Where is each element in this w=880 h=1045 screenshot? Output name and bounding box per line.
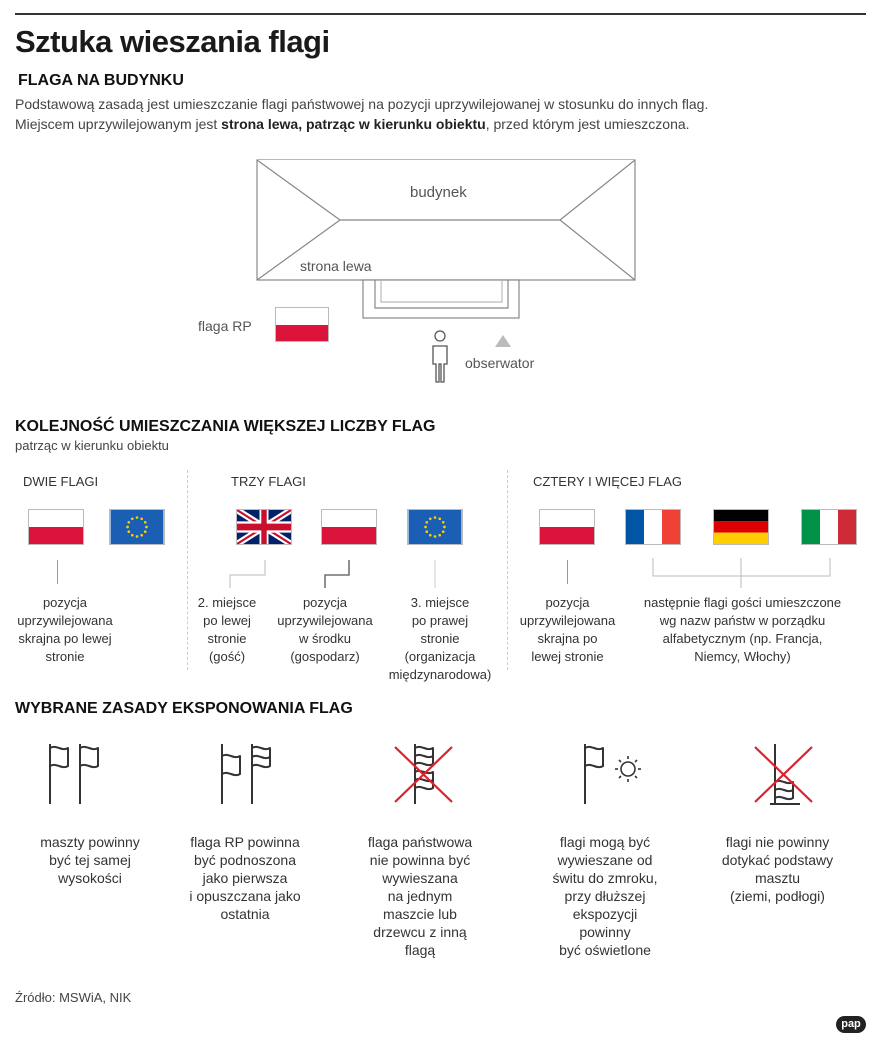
italy-flag [801,509,857,545]
left-side-label: strona lewa [300,258,372,274]
caption-four-left: pozycja uprzywilejowana skrajna po lewej stronie [519,595,616,664]
group-label-two: DWIE FLAGI [23,474,99,489]
raise-first-icon [212,742,292,807]
poland-flag [275,307,329,342]
poland-flag [321,509,377,545]
pap-logo: pap [836,1016,866,1033]
building-label: budynek [410,184,467,201]
page-title: Sztuka wieszania flagi [15,24,330,59]
rule-caption: flaga RP powinna być podnoszona jako pierwsza i opuszczana jako ostatnia [189,834,301,922]
poland-flag [539,509,595,545]
sun-flag-icon [575,742,655,807]
eu-flag [109,509,165,545]
top-rule [15,13,866,15]
section-heading-order: KOLEJNOŚĆ UMIESZCZANIA WIĘKSZEJ LICZBY FLAG [15,418,436,435]
section-intro [15,94,865,134]
direction-arrow [495,335,511,347]
caption-three-left: 2. miejsce po lewej stronie (gość) [197,595,257,664]
pointer-line [57,560,58,584]
building-entrance [363,280,519,318]
poland-flag [28,509,84,545]
flag-touch-ground-crossed-icon [750,742,820,807]
intro-line-1: Podstawową zasadą jest umieszczanie flagi państwowej na pozycji uprzywilejowanej w stosunku do innych flag. [15,96,709,112]
equal-masts-icon [40,742,120,807]
rule-caption: flaga państwowa nie powinna być wywieszana na jednym maszcie lub drzewcu z inną flagą [367,834,473,958]
guest-flags-bracket [640,558,850,594]
eu-flag [407,509,463,545]
rule-caption: flagi nie powinny dotykać podstawy masztu (ziemi, podłogi) [721,834,834,904]
caption-four-right: następnie flagi gości umieszczone wg nazw państw w porządku alfabetycznym (np. Francja, Niemcy, Włochy) [643,595,842,664]
caption-two-flags: pozycja uprzywilejowana skrajna po lewej stronie [17,595,113,664]
flag-rp-label: flaga RP [198,318,252,334]
caption-three-mid: pozycja uprzywilejowana w środku (gospodarz) [277,595,373,664]
group-label-three: TRZY FLAGI [231,474,306,489]
germany-flag [713,509,769,545]
section-heading-rules: WYBRANE ZASADY EKSPONOWANIA FLAG [15,700,353,717]
intro-line-2: Miejscem uprzywilejowanym jest strona lewa, patrząc w kierunku obiektu, przed którym jest umieszczona. [15,116,690,132]
caption-three-right: 3. miejsce po prawej stronie (organizacja międzynarodowa) [388,595,492,682]
pointer-line [567,560,568,584]
section-heading-building: FLAGA NA BUDYNKU [18,72,184,89]
three-flags-connectors [225,560,465,590]
one-mast-crossed-icon [390,742,460,807]
uk-flag [236,509,292,545]
section-subheading: patrząc w kierunku obiektu [15,438,169,453]
france-flag [625,509,681,545]
observer-figure [433,331,447,382]
group-label-four: CZTERY I WIĘCEJ FLAG [533,474,683,489]
source-note: Źródło: MSWiA, NIK [15,990,132,1005]
rule-caption: flagi mogą być wywieszane od świtu do zmroku, przy dłuższej ekspozycji powinny być oświetlone [552,834,658,958]
rule-caption: maszty powinny być tej samej wysokości [40,834,140,886]
observer-label: obserwator [465,355,535,371]
